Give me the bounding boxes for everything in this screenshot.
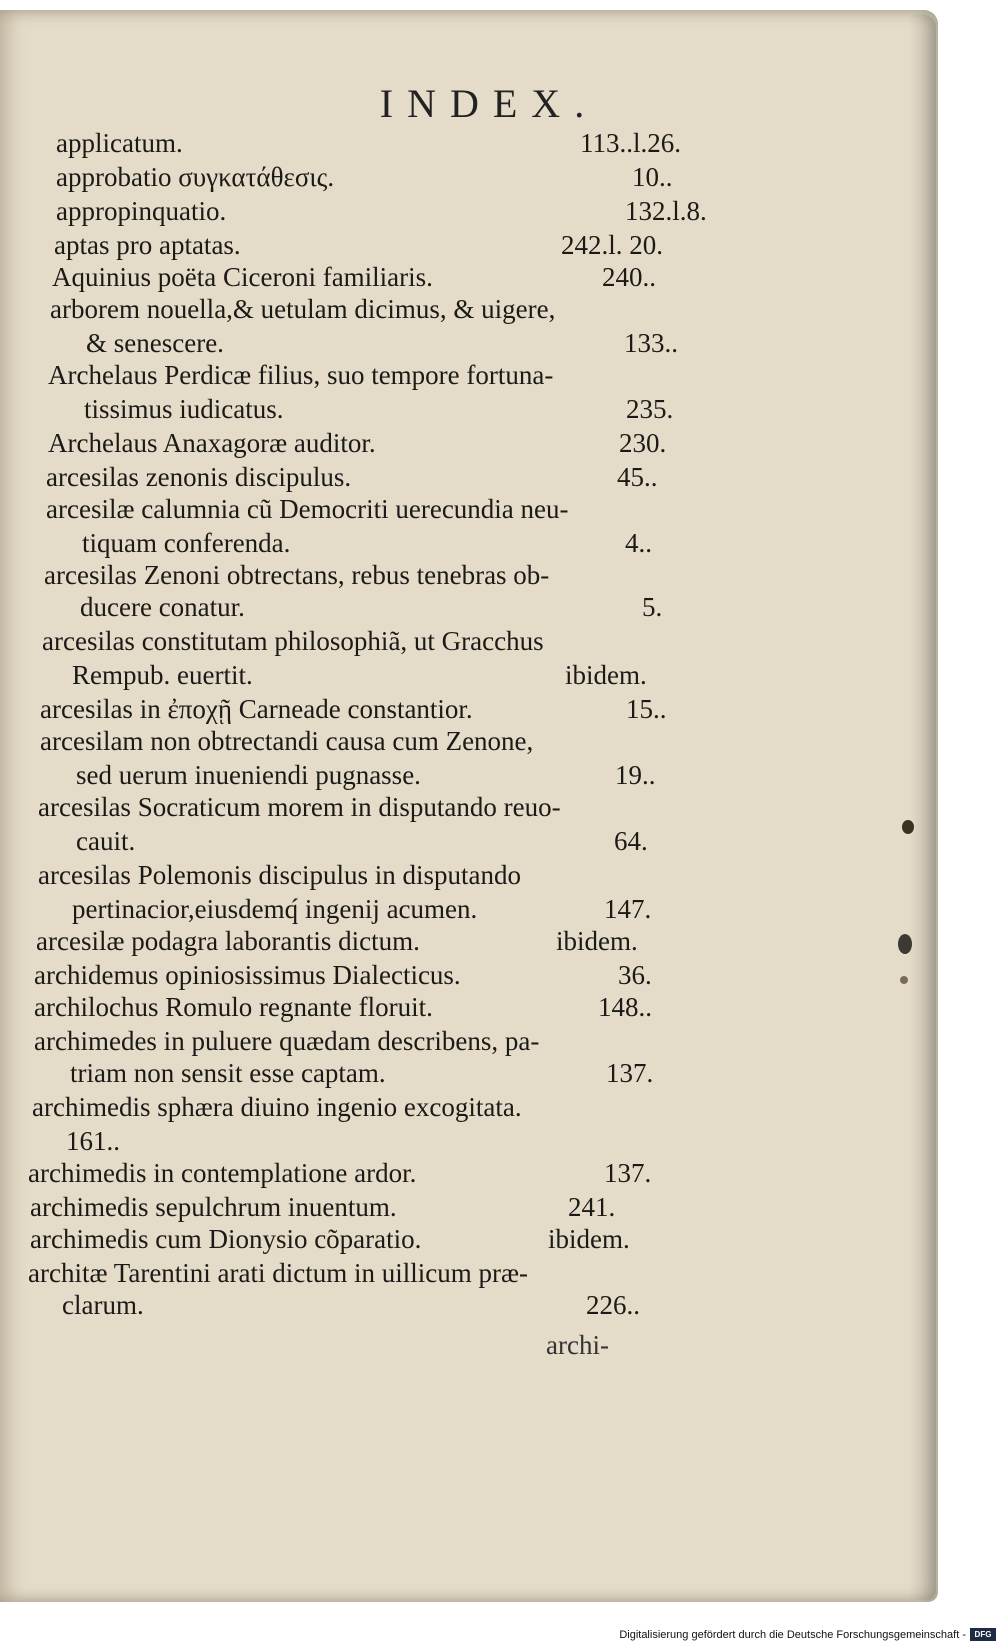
entry-text: arcesilas Socraticum morem in disputando reuo- xyxy=(38,792,561,822)
entry-page-ref: ibidem. xyxy=(556,926,638,956)
entry-text: tiquam conferenda. xyxy=(82,528,291,558)
entry-text: triam non sensit esse captam. xyxy=(70,1058,386,1088)
entry-text: Rempub. euertit. xyxy=(72,660,253,690)
entry-text: arcesilam non obtrectandi causa cum Zenone, xyxy=(40,726,534,756)
index-entry xyxy=(50,292,555,326)
page-edge-shadow xyxy=(908,14,936,1600)
ink-mark xyxy=(902,820,914,834)
entry-page-ref: 148.. xyxy=(598,992,652,1022)
entry-page-ref: ibidem. xyxy=(565,660,647,690)
index-entry xyxy=(46,492,569,526)
index-entry xyxy=(54,228,664,262)
index-entry xyxy=(76,758,656,792)
index-entry xyxy=(52,260,656,294)
entry-page-ref: 230. xyxy=(619,428,667,458)
entry-page-ref: 147. xyxy=(604,894,652,924)
index-entry xyxy=(28,1256,528,1290)
dfg-logo: DFG xyxy=(970,1628,996,1641)
index-entry xyxy=(56,160,673,194)
entry-text: archimedis sepulchrum inuentum. xyxy=(30,1192,397,1222)
entry-page-ref: 226.. xyxy=(586,1290,640,1320)
entry-text: & senescere. xyxy=(86,328,224,358)
index-entry xyxy=(38,858,521,892)
entry-page-ref: 113..l.26. xyxy=(580,128,681,158)
entry-text: architæ Tarentini arati dictum in uillicum præ- xyxy=(28,1258,528,1288)
entry-text: approbatio συγκατάθεσις. xyxy=(56,162,335,192)
index-entry xyxy=(30,1222,630,1256)
entry-page-ref: 133.. xyxy=(624,328,678,358)
entry-text: archilochus Romulo regnante floruit. xyxy=(34,992,433,1022)
index-entry xyxy=(46,460,658,494)
entry-page-ref: 19.. xyxy=(615,760,656,790)
entry-text: arcesilas constitutam philosophiã, ut Gracchus xyxy=(42,626,544,656)
index-entry xyxy=(44,558,549,592)
page-heading: INDEX. xyxy=(379,81,599,126)
index-entry xyxy=(82,526,652,560)
ink-mark xyxy=(900,976,908,984)
index-entry xyxy=(30,1190,616,1224)
index-entry xyxy=(70,1056,654,1090)
entry-text: sed uerum inueniendi pugnasse. xyxy=(76,760,421,790)
entry-text: arcesilas in ἐποχῇ Carneade constantior. xyxy=(40,694,473,724)
entry-text: archimedis sphæra diuino ingenio excogitata. xyxy=(32,1092,522,1122)
entry-text: applicatum. xyxy=(56,128,183,158)
index-entry xyxy=(34,1024,539,1058)
entry-page-ref: 240.. xyxy=(602,262,656,292)
entry-text: archimedes in puluere quædam describens, pa- xyxy=(34,1026,540,1056)
entry-page-ref: 45.. xyxy=(617,462,658,492)
entry-page-ref: 10.. xyxy=(632,162,673,192)
entry-text: pertinacior,eiusdemq́ ingenij acumen. xyxy=(72,894,478,924)
index-entry xyxy=(34,990,652,1024)
index-entry xyxy=(72,892,652,926)
index-entry xyxy=(32,1090,522,1124)
entry-text: arcesilas Zenoni obtrectans, rebus tenebras ob- xyxy=(44,560,550,590)
entry-text: arborem nouella,& uetulam dicimus, & uigere, xyxy=(50,294,556,324)
entry-text: arcesilas zenonis discipulus. xyxy=(46,462,352,492)
entry-page-ref: 5. xyxy=(642,592,663,622)
entry-text: arcesilæ podagra laborantis dictum. xyxy=(36,926,420,956)
index-entry xyxy=(62,1288,640,1322)
entry-text: archimedis in contemplatione ardor. xyxy=(28,1158,417,1188)
entry-text: ducere conatur. xyxy=(80,592,245,622)
footer-credit: Digitalisierung gefördert durch die Deutsche Forschungsgemeinschaft - xyxy=(619,1629,966,1641)
entry-text: appropinquatio. xyxy=(56,196,227,226)
index-entry xyxy=(28,1156,652,1190)
footer-bar xyxy=(0,1626,1000,1646)
entry-page-ref: 241. xyxy=(568,1192,616,1222)
index-entry xyxy=(34,958,652,992)
ink-mark xyxy=(898,934,912,954)
index-entry xyxy=(48,358,553,392)
entry-page-ref: 242.l. 20. xyxy=(561,230,664,260)
index-entry xyxy=(38,790,561,824)
index-entry xyxy=(48,426,667,460)
entry-text: Aquinius poëta Ciceroni familiaris. xyxy=(52,262,433,292)
entry-page-ref: 137. xyxy=(606,1058,654,1088)
catchword: archi- xyxy=(546,1330,609,1360)
entry-page-ref: 137. xyxy=(604,1158,652,1188)
index-entry xyxy=(84,392,674,426)
index-entry xyxy=(76,824,648,858)
entry-text: clarum. xyxy=(62,1290,144,1320)
index-entry xyxy=(40,692,667,726)
entry-text: Archelaus Anaxagoræ auditor. xyxy=(48,428,376,458)
entry-text: cauit. xyxy=(76,826,136,856)
entry-text: aptas pro aptatas. xyxy=(54,230,241,260)
index-entry xyxy=(42,624,544,658)
index-entry xyxy=(36,924,638,958)
entry-text: archidemus opiniosissimus Dialecticus. xyxy=(34,960,461,990)
index-entry xyxy=(80,590,663,624)
entry-page-ref: 132.l.8. xyxy=(625,196,707,226)
index-entry xyxy=(86,326,678,360)
entry-page-ref: ibidem. xyxy=(548,1224,630,1254)
entry-page-ref: 4.. xyxy=(625,528,652,558)
entry-page-ref: 15.. xyxy=(626,694,667,724)
index-entry xyxy=(56,126,681,160)
entry-page-ref: 64. xyxy=(614,826,648,856)
index-entry xyxy=(66,1124,120,1158)
index-entry xyxy=(40,724,533,758)
entry-text: archimedis cum Dionysio cõparatio. xyxy=(30,1224,422,1254)
entry-text: arcesilæ calumnia cũ Democriti uerecundia neu- xyxy=(46,494,569,524)
entry-text: 161.. xyxy=(66,1126,120,1156)
entry-text: Archelaus Perdicæ filius, suo tempore fortuna- xyxy=(48,360,554,390)
entry-page-ref: 36. xyxy=(618,960,652,990)
entry-page-ref: 235. xyxy=(626,394,674,424)
index-entry xyxy=(72,658,647,692)
entry-text: tissimus iudicatus. xyxy=(84,394,284,424)
index-entry xyxy=(56,194,707,228)
entry-text: arcesilas Polemonis discipulus in disputando xyxy=(38,860,521,890)
